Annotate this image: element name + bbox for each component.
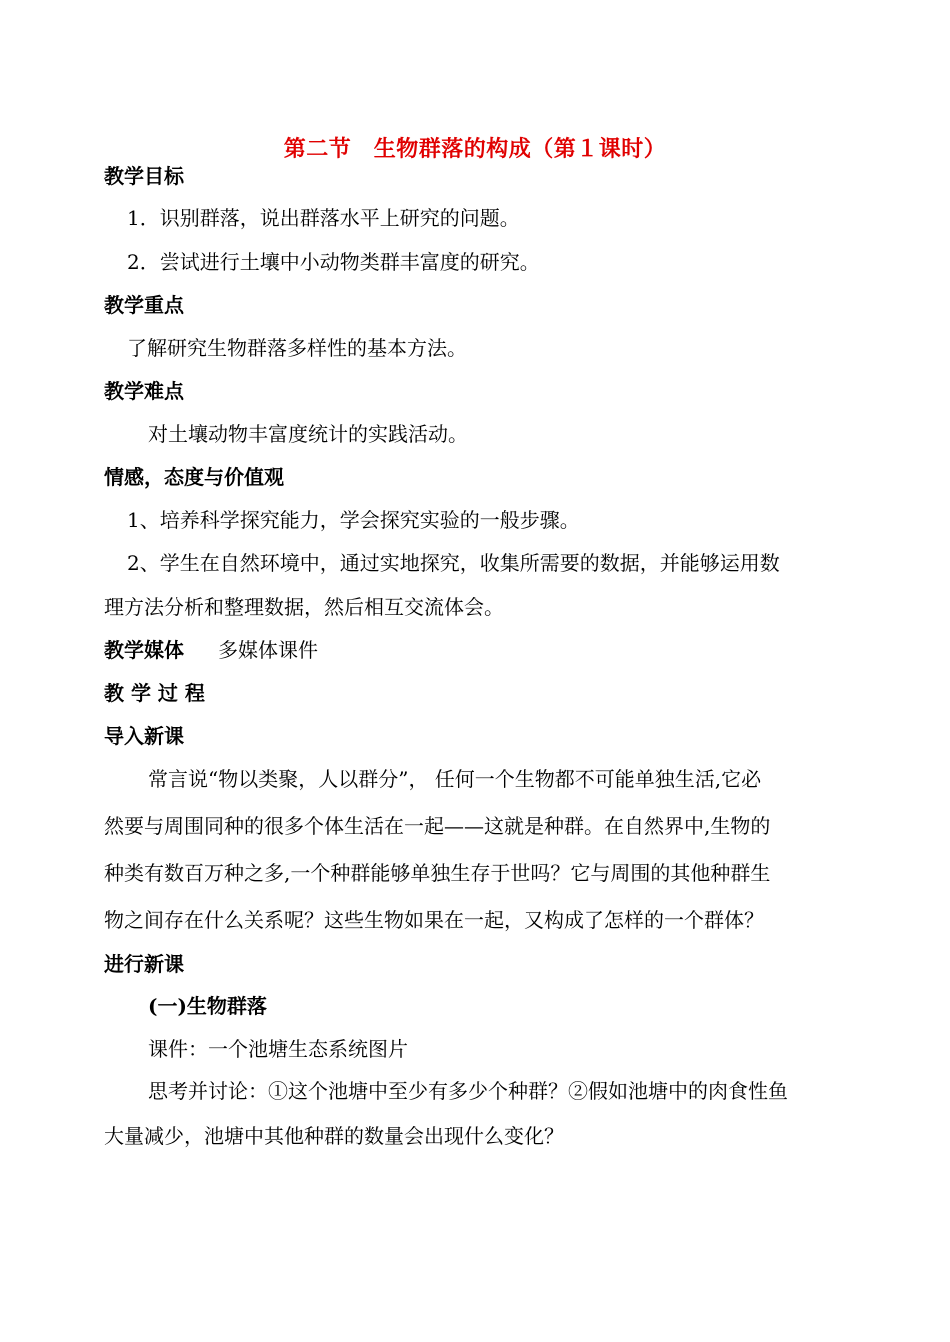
- media-row: [104, 636, 318, 664]
- discussion-line-1: 思考并讨论：①这个池塘中至少有多少个种群？②假如池塘中的肉食性鱼: [148, 1079, 788, 1103]
- attitude-item-2-line-1: 2、学生在自然环境中，通过实地探究，收集所需要的数据，并能够运用数: [127, 551, 780, 575]
- difficulty-text: 对土壤动物丰富度统计的实践活动。: [148, 422, 468, 446]
- attitude-item-1: 1、培养科学探究能力，学会探究实验的一般步骤。: [127, 508, 580, 532]
- community-subheading: (一)生物群落: [148, 994, 267, 1018]
- attitude-heading: 情感，态度与价值观: [104, 465, 284, 489]
- attitude-item-2-line-2: 理方法分析和整理数据，然后相互交流体会。: [104, 595, 504, 619]
- document-title: 第二节 生物群落的构成（第１课时）: [283, 136, 667, 162]
- difficulty-heading: 教学难点: [104, 379, 184, 403]
- objectives-heading: 教学目标: [104, 164, 184, 188]
- media-heading: 教学媒体: [104, 638, 184, 662]
- objective-item-2: 2．尝试进行土壤中小动物类群丰富度的研究。: [127, 250, 540, 274]
- intro-paragraph-line-2: 然要与周围同种的很多个体生活在一起——这就是种群。在自然界中,生物的: [104, 814, 771, 838]
- new-lesson-heading: 进行新课: [104, 952, 184, 976]
- key-points-heading: 教学重点: [104, 293, 184, 317]
- intro-paragraph-line-1: 常言说“物以类聚，人以群分”， 任何一个生物都不可能单独生活,它必: [148, 767, 762, 791]
- courseware-text: 课件：一个池塘生态系统图片: [148, 1037, 408, 1061]
- key-points-text: 了解研究生物群落多样性的基本方法。: [127, 336, 467, 360]
- intro-heading: 导入新课: [104, 724, 184, 748]
- media-text: 多媒体课件: [218, 638, 318, 662]
- intro-paragraph-line-3: 种类有数百万种之多,一个种群能够单独生存于世吗？它与周围的其他种群生: [104, 861, 771, 885]
- intro-paragraph-line-4: 物之间存在什么关系呢？这些生物如果在一起，又构成了怎样的一个群体？: [104, 908, 764, 932]
- process-heading: 教 学 过 程: [104, 681, 205, 705]
- objective-item-1: 1．识别群落，说出群落水平上研究的问题。: [127, 206, 520, 230]
- discussion-line-2: 大量减少，池塘中其他种群的数量会出现什么变化？: [104, 1124, 564, 1148]
